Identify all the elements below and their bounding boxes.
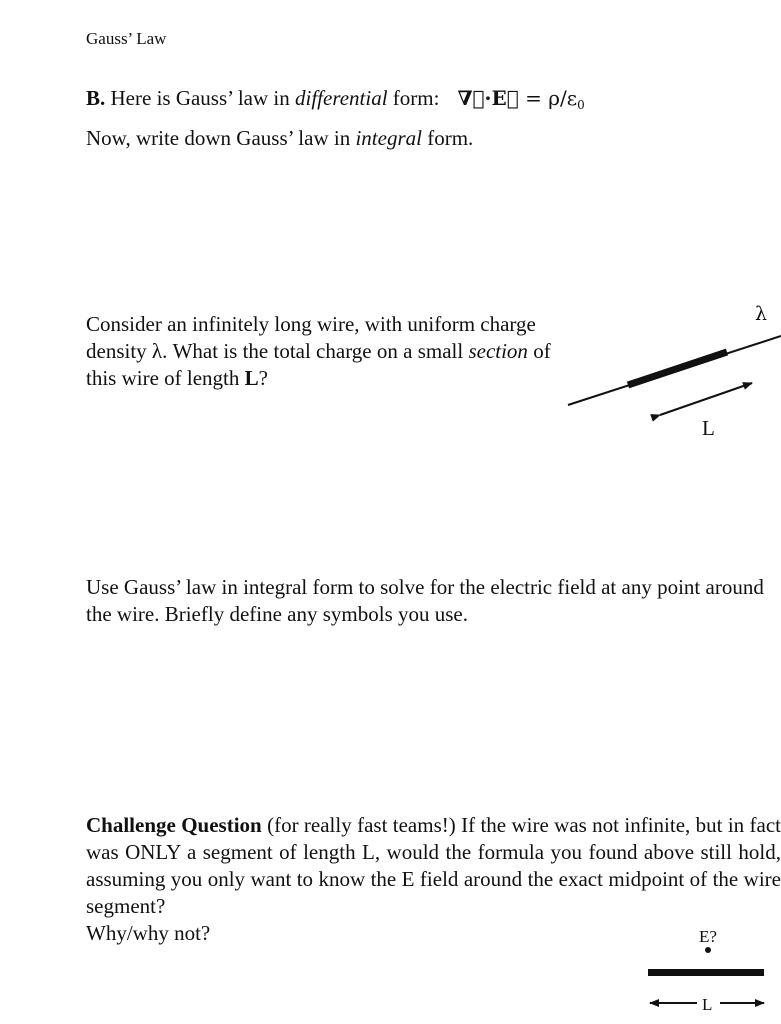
wire-diagram bbox=[568, 303, 781, 440]
page-header: Gauss’ Law bbox=[86, 29, 167, 48]
length-label: L bbox=[702, 416, 715, 440]
part-b-label: B. bbox=[86, 86, 106, 110]
wire-section bbox=[628, 352, 727, 385]
electric-field-question: Use Gauss’ law in integral form to solve for the electric field at any point around the wire. Briefly define any symbols you use. bbox=[86, 575, 764, 626]
challenge-question: Challenge Question (for really fast teams!) If the wire was not infinite, but in fact was ONLY a segment of length L, would the formula you found above still hold, assuming you only want to know the E field around the exact midpoint of the wire segment? Why/why not? bbox=[86, 813, 781, 945]
part-b-statement: B. Here is Gauss’ law in differential form: ∇⃗·E⃗ = $\rho/\varepsilon_0$ bbox=[86, 86, 585, 112]
wire-charge-question: Consider an infinitely long wire, with uniform charge density λ. What is the total charge on a small section of this wire of length L? bbox=[86, 312, 551, 390]
field-point-label: E? bbox=[699, 927, 717, 946]
length-arrow bbox=[660, 383, 752, 415]
integral-form-prompt: Now, write down Gauss’ law in integral form. bbox=[86, 126, 474, 150]
segment-length-label: L bbox=[702, 995, 713, 1014]
segment-diagram bbox=[648, 927, 764, 1014]
differential-equation: ∇⃗·E⃗ = $\rho/\varepsilon_0$ bbox=[457, 86, 585, 112]
lambda-label: λ bbox=[755, 303, 768, 325]
field-point bbox=[705, 947, 711, 953]
wire-segment bbox=[648, 969, 764, 976]
